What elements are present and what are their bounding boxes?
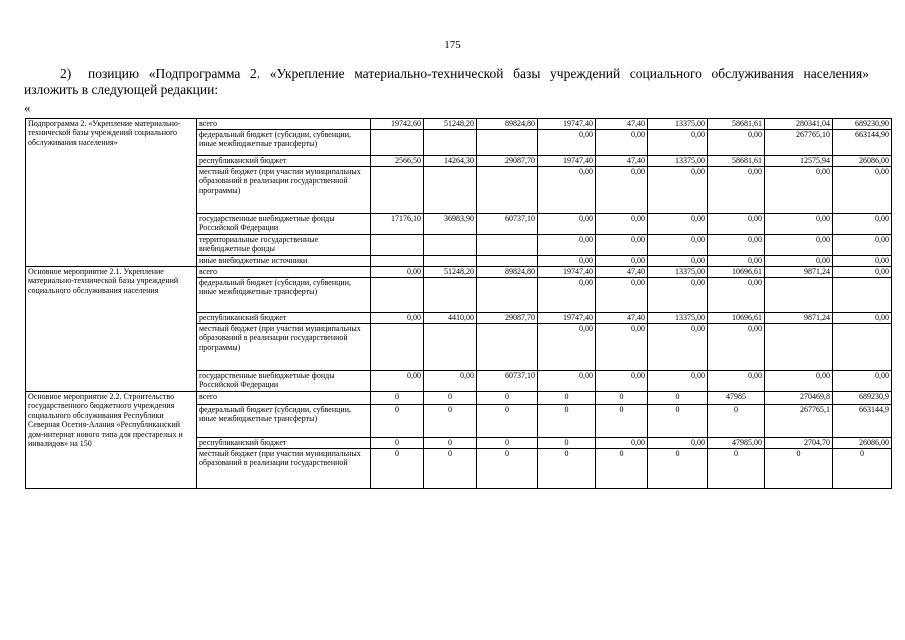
value-cell: 267765,1	[765, 405, 833, 438]
value-cell: 12575,94	[765, 156, 833, 167]
value-cell: 0,00	[538, 235, 596, 256]
value-cell: 0,00	[538, 167, 596, 214]
value-cell: 0	[424, 405, 477, 438]
value-cell: 0	[371, 405, 424, 438]
value-cell: 47985	[708, 392, 765, 405]
value-cell: 0	[424, 392, 477, 405]
value-cell: 0	[648, 392, 708, 405]
value-cell: 60737,10	[477, 214, 538, 235]
value-cell: 0,00	[708, 130, 765, 156]
funding-source-cell: республиканский бюджет	[197, 156, 371, 167]
value-cell	[477, 324, 538, 371]
value-cell: 0	[708, 449, 765, 489]
item-number: 2)	[60, 66, 72, 81]
funding-source-cell: иные внебюджетные источники	[197, 256, 371, 267]
value-cell	[371, 130, 424, 156]
value-cell: 0,00	[833, 167, 892, 214]
value-cell: 4410,00	[424, 313, 477, 324]
value-cell: 19747,40	[538, 119, 596, 130]
funding-source-cell: республиканский бюджет	[197, 438, 371, 449]
value-cell	[424, 130, 477, 156]
value-cell: 0	[477, 392, 538, 405]
funding-source-cell: государственные внебюджетные фонды Российской Федерации	[197, 214, 371, 235]
value-cell: 0	[596, 392, 648, 405]
value-cell: 2704,70	[765, 438, 833, 449]
value-cell: 2566,50	[371, 156, 424, 167]
value-cell: 0,00	[648, 235, 708, 256]
value-cell	[477, 130, 538, 156]
value-cell: 10696,61	[708, 267, 765, 278]
table-row	[26, 267, 892, 278]
value-cell: 13375,00	[648, 119, 708, 130]
value-cell: 29087,70	[477, 156, 538, 167]
value-cell: 0	[371, 438, 424, 449]
funding-source-cell: федеральный бюджет (субсидии, субвенции, иные межбюджетные трансферты)	[197, 278, 371, 313]
value-cell: 0,00	[538, 278, 596, 313]
value-cell	[424, 167, 477, 214]
value-cell: 663144,90	[833, 130, 892, 156]
value-cell: 0,00	[765, 214, 833, 235]
value-cell: 0,00	[596, 371, 648, 392]
intro-text: позицию «Подпрограмма 2. «Укрепление материально-технической базы учреждений социального обслуживания населения» изложить в следующей редакции:	[24, 66, 869, 97]
value-cell: 0,00	[424, 371, 477, 392]
value-cell: 0,00	[708, 256, 765, 267]
value-cell	[477, 278, 538, 313]
value-cell: 9871,24	[765, 313, 833, 324]
value-cell: 47,40	[596, 267, 648, 278]
value-cell: 0	[477, 449, 538, 489]
program-name-cell: Основное мероприятие 2.2. Строительство государственного бюджетного учреждения социального обслуживания Республики Северная Осетия-Алания «Республиканский дом-интернат нового типа для престарелых и инвалидов» на 150	[26, 392, 197, 489]
value-cell: 0,00	[833, 371, 892, 392]
funding-source-cell: республиканский бюджет	[197, 313, 371, 324]
value-cell: 0,00	[708, 167, 765, 214]
value-cell: 0	[477, 438, 538, 449]
value-cell: 19747,40	[538, 267, 596, 278]
value-cell: 663144,9	[833, 405, 892, 438]
value-cell	[477, 235, 538, 256]
program-name-cell: Подпрограмма 2. «Укрепление материально-технической базы учреждений социального обслуживания населения»	[26, 119, 197, 267]
table-row	[26, 392, 892, 405]
value-cell	[833, 278, 892, 313]
funding-source-cell: местный бюджет (при участии муниципальных образований в реализации государственной программы)	[197, 167, 371, 214]
value-cell: 0,00	[371, 267, 424, 278]
value-cell: 0,00	[648, 130, 708, 156]
funding-source-cell: государственные внебюджетные фонды Российской Федерации	[197, 371, 371, 392]
value-cell: 51248,20	[424, 267, 477, 278]
opening-quote: «	[24, 100, 31, 115]
intro-paragraph	[24, 66, 869, 98]
funding-source-cell: местный бюджет (при участии муниципальных образований в реализации государственной	[197, 449, 371, 489]
value-cell: 13375,00	[648, 313, 708, 324]
value-cell	[424, 278, 477, 313]
value-cell: 13375,00	[648, 156, 708, 167]
value-cell: 0,00	[596, 438, 648, 449]
funding-source-cell: федеральный бюджет (субсидии, субвенции, иные межбюджетные трансферты)	[197, 405, 371, 438]
value-cell	[477, 256, 538, 267]
value-cell: 58681,61	[708, 119, 765, 130]
value-cell	[371, 278, 424, 313]
funding-source-cell: всего	[197, 119, 371, 130]
value-cell: 0,00	[596, 214, 648, 235]
value-cell: 0,00	[648, 256, 708, 267]
value-cell: 0	[765, 449, 833, 489]
value-cell: 0	[596, 449, 648, 489]
value-cell: 0,00	[708, 278, 765, 313]
value-cell: 0,00	[538, 256, 596, 267]
value-cell: 19747,40	[538, 156, 596, 167]
funding-source-cell: местный бюджет (при участии муниципальных образований в реализации государственной программы)	[197, 324, 371, 371]
value-cell: 19747,40	[538, 313, 596, 324]
value-cell: 17176,10	[371, 214, 424, 235]
value-cell	[371, 235, 424, 256]
value-cell: 0,00	[538, 324, 596, 371]
value-cell: 0,00	[833, 214, 892, 235]
value-cell: 0	[477, 405, 538, 438]
value-cell: 0,00	[765, 256, 833, 267]
program-name-cell: Основное мероприятие 2.1. Укрепление материально-технической базы учреждений социального обслуживания населения	[26, 267, 197, 392]
value-cell: 0	[538, 449, 596, 489]
value-cell: 14264,30	[424, 156, 477, 167]
value-cell: 0,00	[765, 167, 833, 214]
value-cell: 47,40	[596, 156, 648, 167]
value-cell	[424, 324, 477, 371]
value-cell: 0,00	[833, 235, 892, 256]
value-cell: 0,00	[596, 324, 648, 371]
value-cell: 26086,00	[833, 438, 892, 449]
value-cell: 26086,00	[833, 156, 892, 167]
value-cell: 58681,61	[708, 156, 765, 167]
value-cell: 0	[538, 438, 596, 449]
value-cell: 0,00	[708, 235, 765, 256]
value-cell: 0,00	[833, 267, 892, 278]
value-cell: 0,00	[648, 324, 708, 371]
value-cell: 0	[596, 405, 648, 438]
value-cell: 0	[833, 449, 892, 489]
value-cell	[371, 256, 424, 267]
value-cell	[424, 235, 477, 256]
value-cell: 0,00	[648, 438, 708, 449]
value-cell	[371, 167, 424, 214]
value-cell: 0,00	[596, 235, 648, 256]
value-cell: 689230,9	[833, 392, 892, 405]
value-cell: 60737,10	[477, 371, 538, 392]
value-cell: 0	[424, 438, 477, 449]
value-cell: 0	[371, 449, 424, 489]
value-cell: 89824,80	[477, 267, 538, 278]
value-cell: 0,00	[833, 313, 892, 324]
value-cell	[371, 324, 424, 371]
page-number: 175	[444, 39, 461, 51]
value-cell	[424, 256, 477, 267]
value-cell	[765, 324, 833, 371]
funding-source-cell: всего	[197, 392, 371, 405]
value-cell: 13375,00	[648, 267, 708, 278]
value-cell: 89824,80	[477, 119, 538, 130]
value-cell: 0,00	[708, 214, 765, 235]
funding-source-cell: всего	[197, 267, 371, 278]
value-cell: 0,00	[538, 371, 596, 392]
value-cell: 0,00	[765, 235, 833, 256]
value-cell: 0	[648, 405, 708, 438]
value-cell: 0	[708, 405, 765, 438]
value-cell: 0,00	[538, 214, 596, 235]
value-cell: 10696,61	[708, 313, 765, 324]
value-cell: 19742,60	[371, 119, 424, 130]
value-cell: 0,00	[596, 256, 648, 267]
value-cell	[833, 324, 892, 371]
value-cell: 0,00	[833, 256, 892, 267]
value-cell: 0,00	[371, 371, 424, 392]
funding-source-cell: территориальные государственные внебюджетные фонды	[197, 235, 371, 256]
value-cell: 267765,10	[765, 130, 833, 156]
value-cell: 0,00	[708, 371, 765, 392]
budget-table	[25, 118, 892, 489]
value-cell: 0,00	[648, 214, 708, 235]
value-cell: 0	[424, 449, 477, 489]
value-cell: 0,00	[708, 324, 765, 371]
value-cell: 270469,8	[765, 392, 833, 405]
value-cell: 0	[538, 405, 596, 438]
value-cell: 47,40	[596, 119, 648, 130]
value-cell: 0,00	[371, 313, 424, 324]
value-cell: 9871,24	[765, 267, 833, 278]
value-cell: 0,00	[648, 278, 708, 313]
value-cell: 0,00	[596, 130, 648, 156]
value-cell: 0	[371, 392, 424, 405]
value-cell: 0,00	[765, 371, 833, 392]
value-cell: 0,00	[648, 371, 708, 392]
value-cell: 689230,90	[833, 119, 892, 130]
value-cell: 0	[648, 449, 708, 489]
value-cell	[765, 278, 833, 313]
value-cell: 280341,04	[765, 119, 833, 130]
value-cell: 51248,20	[424, 119, 477, 130]
value-cell	[477, 167, 538, 214]
value-cell: 0,00	[596, 278, 648, 313]
value-cell: 29087,70	[477, 313, 538, 324]
funding-source-cell: федеральный бюджет (субсидии, субвенции, иные межбюджетные трансферты)	[197, 130, 371, 156]
value-cell: 0,00	[538, 130, 596, 156]
value-cell: 47,40	[596, 313, 648, 324]
value-cell: 47985,00	[708, 438, 765, 449]
value-cell: 0,00	[596, 167, 648, 214]
value-cell: 36983,90	[424, 214, 477, 235]
table-row	[26, 119, 892, 130]
value-cell: 0	[538, 392, 596, 405]
value-cell: 0,00	[648, 167, 708, 214]
